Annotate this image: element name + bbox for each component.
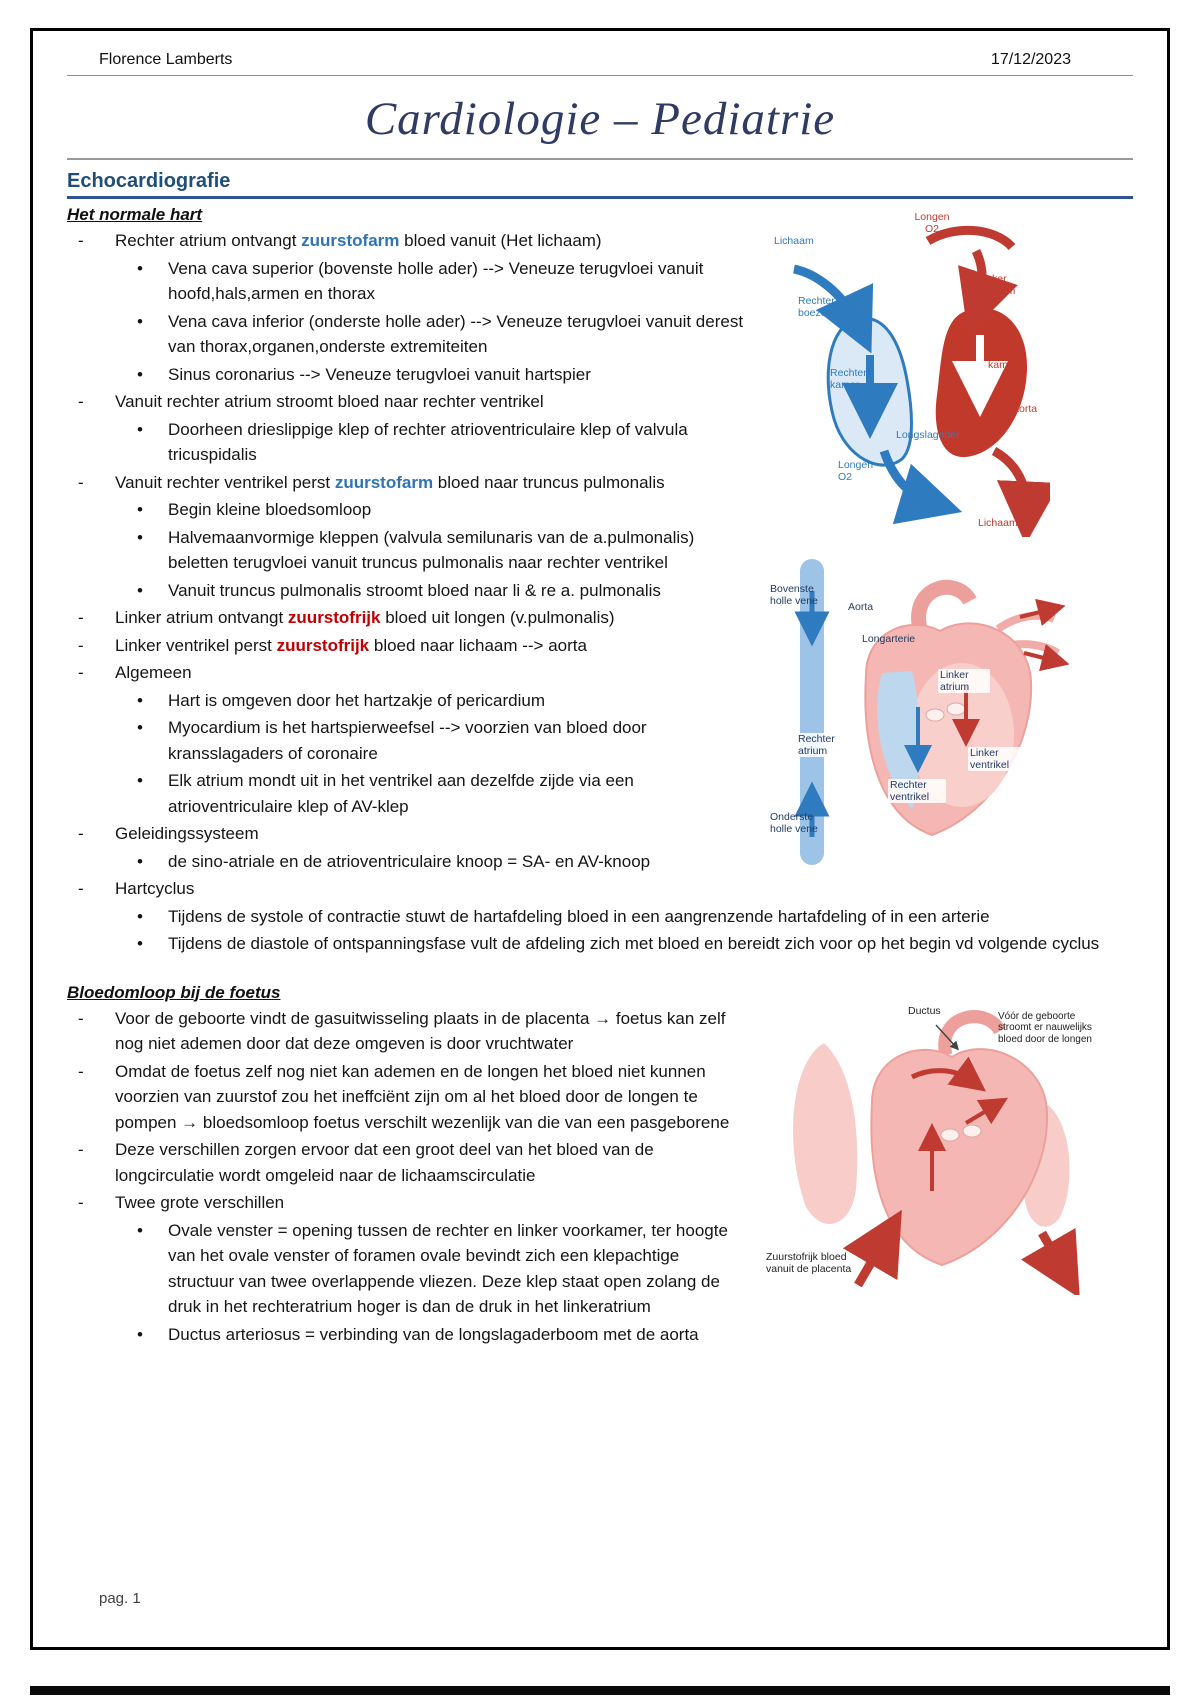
bullet-marker: • xyxy=(137,1324,143,1344)
list-item-text: Vena cava superior (bovenste holle ader) --> Veneuze terugvloei vanuit hoofd,hals,armen en thorax xyxy=(168,258,704,303)
diagram-label-ductus: Ductus xyxy=(908,1004,941,1017)
diagram-label-bovenste-holle-vene: Bovenste holle vene xyxy=(770,583,818,608)
list-item xyxy=(67,715,756,766)
document-date: 17/12/2023 xyxy=(990,51,1071,68)
list-item-text: Tijdens de diastole of ontspanningsfase vult de afdeling zich met bloed en bereidt zich voor op het begin vd volgende cyclus xyxy=(168,934,1100,953)
bullet-marker: • xyxy=(137,527,143,547)
list-item xyxy=(67,876,1133,902)
list-item-text: Voor de geboorte vindt de gasuitwisseling plaats in de placenta → foetus kan zelf nog niet ademen door dat deze omgeven is door vruchtwater xyxy=(115,1008,726,1053)
dash-marker: - xyxy=(78,472,84,492)
list-item xyxy=(67,417,756,468)
diagram-hart-anatomie xyxy=(770,557,1070,867)
diagram-label-rechter-ventrikel: Rechter ventrikel xyxy=(888,779,946,803)
list-item-text: Geleidingssysteem xyxy=(115,824,259,843)
dash-marker: - xyxy=(78,1061,84,1081)
bullet-marker: • xyxy=(137,771,143,790)
list-item xyxy=(67,633,756,659)
title-divider xyxy=(67,158,1133,160)
list-item-text: Begin kleine bloedsomloop xyxy=(168,500,372,519)
diagram-label-longarterie: Longarterie xyxy=(862,633,916,645)
dash-marker: - xyxy=(78,1008,84,1028)
list-item xyxy=(67,660,756,686)
bullet-marker: • xyxy=(137,906,143,926)
dash-marker: - xyxy=(78,1140,84,1159)
list-item-text: Sinus coronarius --> Veneuze terugvloei vanuit hartspier xyxy=(168,364,591,384)
bullet-marker: • xyxy=(137,311,143,331)
diagram-label-lichaam-bottom: Lichaam xyxy=(978,517,1018,529)
dash-marker: - xyxy=(78,663,84,682)
list-item xyxy=(67,849,756,875)
list-item xyxy=(67,904,1133,930)
list-item xyxy=(67,821,756,847)
list-item-text: Linker atrium ontvangt zuurstofrijk bloed uit longen (v.pulmonalis) xyxy=(115,608,615,627)
list-item xyxy=(67,1190,746,1216)
list-item-text: Rechter atrium ontvangt zuurstofarm bloed vanuit (Het lichaam) xyxy=(115,231,602,250)
subsection-title-bloedomloop-foetus: Bloedomloop bij de foetus xyxy=(67,982,281,1002)
dash-marker: - xyxy=(78,635,84,655)
bullet-marker: • xyxy=(137,851,143,871)
list-item xyxy=(67,1059,746,1136)
list-item xyxy=(67,578,756,604)
dash-marker: - xyxy=(78,608,84,627)
list-item xyxy=(67,497,756,523)
bullet-marker: • xyxy=(137,690,143,710)
list-item xyxy=(67,470,756,496)
list-item-text: Vanuit truncus pulmonalis stroomt bloed naar li & re a. pulmonalis xyxy=(168,580,661,600)
list-item-text: Twee grote verschillen xyxy=(115,1193,285,1212)
dash-marker: - xyxy=(78,392,84,411)
dash-marker: - xyxy=(78,231,84,250)
list-item xyxy=(67,605,756,631)
list-item-text: Vanuit rechter atrium stroomt bloed naar rechter ventrikel xyxy=(115,392,544,411)
list-item xyxy=(67,1006,746,1057)
diagram-label-rechter-kamer: Rechter kamer xyxy=(830,367,867,392)
list-item xyxy=(67,1218,746,1320)
subsection-title-het-normale-hart: Het normale hart xyxy=(67,205,203,224)
bullet-marker: • xyxy=(137,419,143,439)
bullet-marker: • xyxy=(137,258,143,278)
list-item xyxy=(67,362,756,388)
section-heading-echocardiografie: Echocardiografie xyxy=(67,170,1133,199)
list-item-text: de sino-atriale en de atrioventriculaire knoop = SA- en AV-knoop xyxy=(168,851,651,871)
list-item xyxy=(67,228,756,254)
list-item xyxy=(67,688,756,714)
list-item xyxy=(67,256,756,307)
list-item xyxy=(67,1137,746,1188)
diagram-bloedsomloop-schema xyxy=(770,207,1050,537)
list-item-text: Linker ventrikel perst zuurstofrijk bloed naar lichaam --> aorta xyxy=(115,635,587,655)
diagram-label-rechter-boezem: Rechter boezem xyxy=(798,295,836,320)
diagram-label-linker-ventrikel: Linker ventrikel xyxy=(968,747,1024,771)
diagram-label-lichaam-top: Lichaam xyxy=(774,235,814,247)
author-name: Florence Lamberts xyxy=(99,51,233,68)
diagram-label-linker-boezem: Linker boezem xyxy=(978,273,1016,298)
subsection-het-normale-hart xyxy=(67,205,1133,957)
dash-marker: - xyxy=(78,824,84,843)
list-item-text: Myocardium is het hartspierweefsel --> voorzien van bloed door kransslagaders of coronaire xyxy=(168,718,647,763)
bullet-marker: • xyxy=(137,500,143,519)
diagram-label-rechter-atrium: Rechter atrium xyxy=(796,733,852,757)
bullet-marker: • xyxy=(137,934,143,953)
list-item-text: Ductus arteriosus = verbinding van de longslagaderboom met de aorta xyxy=(168,1324,699,1344)
diagram-label-longslagader: Longslagader xyxy=(896,429,960,441)
document-title: Cardiologie – Pediatrie xyxy=(364,93,836,145)
diagram-foetale-circulatie xyxy=(760,985,1100,1295)
list-item-text: Vena cava inferior (onderste holle ader) --> Veneuze terugvloei vanuit derest van thorax,organen,onderste extremiteiten xyxy=(168,311,744,356)
list-item-text: Doorheen drieslippige klep of rechter atrioventriculaire klep of valvula tricuspidalis xyxy=(168,419,688,464)
list-item-text: Hart is omgeven door het hartzakje of pericardium xyxy=(168,690,546,710)
diagram-label-linker-atrium: Linker atrium xyxy=(938,669,990,693)
list-item xyxy=(67,309,756,360)
diagram-label-onderste-holle-vene: Onderste holle vene xyxy=(770,811,818,836)
list-item xyxy=(67,768,756,819)
list-item-text: Halvemaanvormige kleppen (valvula semilunaris van de a.pulmonalis) beletten terugvloei vanuit truncus pulmonalis naar rechter ventrikel xyxy=(168,527,695,572)
diagram-label-aorta: Aorta xyxy=(848,601,874,613)
bullet-marker: • xyxy=(137,364,143,384)
diagram-label-aorta: Aorta xyxy=(1012,403,1038,415)
diagram-label-zuurstofrijk-placenta: Zuurstofrijk bloed vanuit de placenta xyxy=(766,1250,852,1275)
list-item-text: Elk atrium mondt uit in het ventrikel aan dezelfde zijde via een atrioventriculaire klep of AV-klep xyxy=(168,771,634,816)
list-item xyxy=(67,931,1133,957)
diagram-label-longen-top: Longen O2 xyxy=(914,211,950,236)
page-footer xyxy=(99,1590,141,1607)
diagram-label-linker-kamer: Linker kamer xyxy=(988,347,1018,372)
next-page-top-border xyxy=(30,1686,1170,1695)
dash-marker: - xyxy=(78,1193,84,1212)
page-header xyxy=(67,49,1133,76)
list-item-text: Deze verschillen zorgen ervoor dat een groot deel van het bloed van de longcirculatie wordt omgeleid naar de lichaamscirculatie xyxy=(115,1140,654,1185)
list-item xyxy=(67,1322,1133,1348)
bullet-marker: • xyxy=(137,1220,143,1240)
bloedsomloop-schema-illustration xyxy=(770,207,1050,537)
diagram-label-longen-bottom: Longen O2 xyxy=(838,459,874,484)
list-item xyxy=(67,525,756,576)
bullet-marker: • xyxy=(137,718,143,737)
page-number: pag. 1 xyxy=(99,1590,141,1607)
list-item-text: Algemeen xyxy=(115,663,192,682)
list-item-text: Omdat de foetus zelf nog niet kan ademen en de longen het bloed niet kunnen voorzien van zuurstof zou het ineffciënt zijn om al het bloed door de longen te pompen → bloedsomloop foetus verschilt wezenlijk van die van een pasgeborene xyxy=(115,1061,730,1132)
list-item-text: Tijdens de systole of contractie stuwt de hartafdeling bloed in een aangrenzende hartafdeling of in een arterie xyxy=(168,906,990,926)
list-item-text: Ovale venster = opening tussen de rechter en linker voorkamer, ter hoogte van het ovale venster of foramen ovale bevindt zich een klepachtige structuur van twee overlappende vliezen. Deze klep staat open zolang de druk in het rechteratrium hoger is dan de druk in het linkeratrium xyxy=(168,1220,728,1316)
dash-marker: - xyxy=(78,879,84,898)
diagram-label-voor-de-geboorte: Vóór de geboorte stroomt er nauwelijks bloed door de longen xyxy=(998,1010,1092,1045)
bullet-marker: • xyxy=(137,580,143,600)
list-item xyxy=(67,389,756,415)
list-item-text: Vanuit rechter ventrikel perst zuurstofarm bloed naar truncus pulmonalis xyxy=(115,472,665,492)
list-item-text: Hartcyclus xyxy=(115,879,195,898)
document-page xyxy=(30,28,1170,1650)
subsection-bloedomloop-foetus xyxy=(67,983,1133,1348)
